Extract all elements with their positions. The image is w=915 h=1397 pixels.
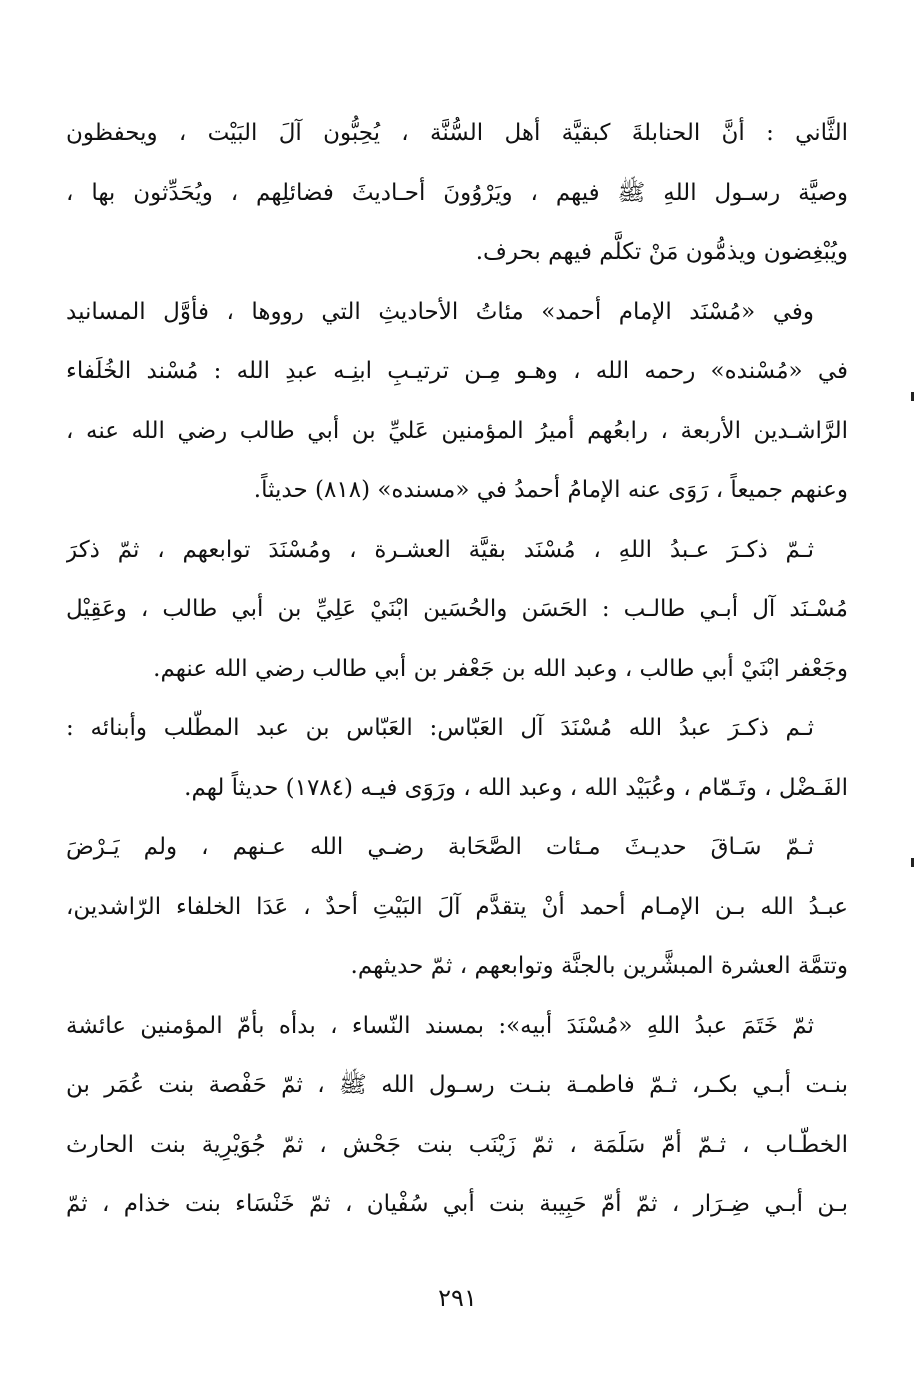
text-line: الفَـضْل ، وتَـمّام ، وعُبَيْد الله ، وعبد الله ، ورَوَى فيـه (١٧٨٤) حديثاً لهم.: [184, 774, 848, 801]
text-line: ثـم ذكـرَ عبدُ الله مُسْنَدَ آل العَبّاس: العَبّاس بن عبد المطّلب وأبنائه :: [66, 715, 814, 741]
text-line: وفي «مُسْنَد الإمام أحمد» مئاتُ الأحاديثِ التي رووها ، فأوَّل المسانيد: [66, 298, 815, 325]
text-line: عبـدُ الله بـن الإمـام أحمد أنْ يتقدَّم آلَ البَيْتِ أحدٌ ، عَدَا الخلفاء الرّاشدين،: [66, 893, 848, 920]
text-line: ثمّ خَتَمَ عبدُ اللهِ «مُسْنَدَ أبيه»: بمسند النّساء ، بدأه بأمّ المؤمنين عائشة: [66, 1012, 814, 1039]
text-line: وصيَّة رسـول اللهِ ﷺ فيهم ، ويَرْوُونَ أحـاديثَ فضائلِهم ، ويُحَدِّثون بها ،: [66, 179, 848, 206]
scan-margin-mark: [911, 392, 914, 401]
text-line: وجَعْفر ابْنَيْ أبي طالب ، وعبد الله بن جَعْفر بن أبي طالب رضي الله عنهم.: [153, 655, 848, 682]
body-text: [66, 104, 848, 1235]
text-line: ثـمّ سَـاقَ حديـثَ مـئات الصَّحَابة رضـي الله عـنهم ، ولم يَـرْضَ: [66, 834, 814, 860]
text-line: بـن أبـي ضِـرَار ، ثمّ أمّ حَبِيبة بنت أبي سُفْيان ، ثمّ خَنْسَاء بنت خذام ، ثمّ: [66, 1191, 848, 1217]
text-line: مُسْـنَد آل أبـي طالـب : الحَسَن والحُسَين ابْنَيْ عَلِيِّ بن أبي طالب ، وعَقِيْل: [66, 596, 848, 622]
text-line: بنـت أبـي بكـر، ثـمّ فاطمـة بنـت رسـول الله ﷺ ، ثمّ حَفْصة بنت عُمَر بن: [66, 1072, 848, 1098]
text-line: الخطّـاب ، ثـمّ أمّ سَلَمَة ، ثمّ زَيْنَب بنت جَحْش ، ثمّ جُوَيْرِية بنت الحارث: [66, 1131, 848, 1158]
page-number: ٢٩١: [438, 1284, 477, 1312]
text-line: في «مُسْنده» رحمه الله ، وهـو مِـن ترتيـبِ ابنِـه عبدِ الله : مُسْند الخُلَفاء: [66, 358, 848, 384]
text-line: وعنهم جميعاً ، رَوَى عنه الإمامُ أحمدُ في «مسنده» (٨١٨) حديثاً.: [253, 477, 848, 503]
text-line: وتتمَّة العشرة المبشَّرين بالجنَّة وتوابعهم ، ثمّ حديثهم.: [350, 953, 848, 979]
text-line: الثَّاني : أنَّ الحنابلةَ كبقيَّة أهل السُّنَّة ، يُحِبُّون آلَ البَيْت ، ويحفظون: [66, 120, 848, 146]
text-line: ثـمّ ذكـرَ عـبدُ اللهِ ، مُسْنَد بقيَّة العشـرة ، ومُسْنَدَ توابعهم ، ثمّ ذكرَ: [66, 536, 814, 563]
scan-margin-mark: [911, 858, 914, 867]
text-line: ويُبْغِضون ويذمُّون مَنْ تكلَّم فيهم بحرف.: [475, 239, 848, 265]
text-line: الرَّاشـدين الأربعة ، رابعُهم أميرُ المؤمنين عَليِّ بن أبي طالب رضي الله عنه ،: [66, 417, 848, 444]
